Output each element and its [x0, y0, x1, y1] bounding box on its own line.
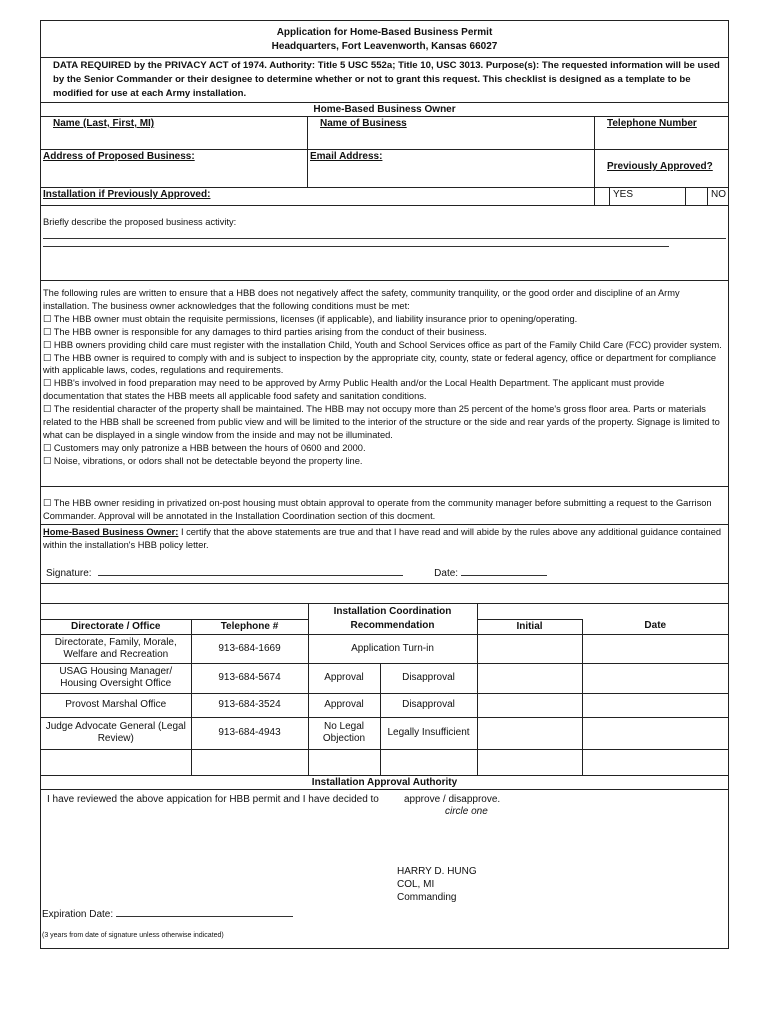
rules-section	[41, 281, 728, 487]
date-cell[interactable]	[582, 693, 728, 717]
rule-item: ☐ HBB owners providing child care must register with the installation Child, Youth and School Services office as part of the Family Child Care (FCC) provider system.	[43, 339, 722, 350]
phone-cell: 913-684-4943	[191, 717, 308, 749]
recommendation-header: Recommendation	[308, 619, 477, 634]
activity-line-2[interactable]	[43, 239, 669, 247]
disapproval-option[interactable]: Disapproval	[380, 663, 477, 693]
no-checkbox[interactable]	[686, 188, 708, 205]
office-cell: USAG Housing Manager/ Housing Oversight Office	[41, 663, 191, 693]
signature-line	[43, 566, 726, 581]
circle-one-note: circle one	[445, 805, 488, 817]
phone-cell: 913-684-3524	[191, 693, 308, 717]
rules-list	[43, 313, 726, 468]
certification-label: Home-Based Business Owner:	[43, 527, 179, 537]
expiration-footnote: (3 years from date of signature unless otherwise indicated)	[42, 931, 224, 939]
date-cell[interactable]	[582, 634, 728, 663]
yes-label: YES	[613, 189, 634, 200]
name-label: Name (Last, First, MI)	[53, 118, 155, 129]
initial-cell[interactable]	[477, 717, 582, 749]
approval-option[interactable]: Approval	[308, 663, 380, 693]
rule-item: ☐ The HBB owner is responsible for any damages to third parties arising from the conduct of their business.	[43, 326, 487, 337]
address-label: Address of Proposed Business:	[43, 151, 195, 162]
previously-approved-cell	[595, 150, 728, 187]
initial-cell[interactable]	[477, 663, 582, 693]
expiration-date-field[interactable]	[116, 907, 293, 917]
email-label: Email Address:	[310, 151, 383, 162]
previously-approved-label: Previously Approved?	[607, 161, 713, 172]
coordination-header-row	[41, 619, 728, 634]
expiration-label: Expiration Date:	[42, 908, 114, 920]
coordination-row	[41, 634, 728, 663]
activity-section	[41, 206, 728, 281]
no-label: NO	[711, 189, 726, 200]
certification-statement	[43, 526, 726, 552]
owner-row-3	[41, 188, 728, 206]
rule-item: ☐ The residential character of the property shall be maintained. The HBB may not occupy more than 25 percent of the home's gross floor area. Parts or materials related to the HBB shall be screened from public view and will be limited to the interior of the structure or the side and rear yards of the property. Signage is limited to what can be displayed in a single window from the inside and may not be illuminated.	[43, 404, 720, 440]
approve-disapprove-choice[interactable]: approve / disapprove.	[404, 793, 501, 805]
initial-cell[interactable]	[477, 693, 582, 717]
approval-section-title: Installation Approval Authority	[41, 776, 728, 790]
owner-row-2	[41, 150, 728, 188]
disapproval-option[interactable]: Disapproval	[380, 693, 477, 717]
rule-item: ☐ HBB's involved in food preparation may need to be approved by Army Public Health and/or the Local Health Department. The applicant must provide documentation that states the HBB meets all applicable food safety and sanitation conditions.	[43, 378, 665, 402]
yes-checkbox[interactable]	[595, 188, 610, 205]
owner-row-1	[41, 117, 728, 150]
office-cell: Judge Advocate General (Legal Review)	[41, 717, 191, 749]
coordination-table	[41, 604, 728, 776]
insufficient-option[interactable]: Legally Insufficient	[380, 717, 477, 749]
no-objection-option[interactable]: No Legal Objection	[308, 717, 380, 749]
installation-field[interactable]	[41, 188, 595, 205]
recommendation-cell: Application Turn-in	[308, 634, 477, 663]
email-field[interactable]	[308, 150, 595, 187]
rule-item: ☐ The HBB owner must obtain the requisite permissions, licenses (if applicable), and liability insurance prior to opening/operating.	[43, 313, 578, 324]
activity-label: Briefly describe the proposed business activity:	[43, 217, 237, 227]
signer-rank: COL, MI	[397, 878, 435, 890]
signature-label: Signature:	[46, 567, 92, 579]
initial-cell[interactable]	[477, 634, 582, 663]
certification-text: I certify that the above statements are true and that I have read and will abide by the rules above any additional guidance contained within the installation's HBB policy letter.	[43, 527, 722, 550]
business-name-field[interactable]	[308, 117, 595, 149]
signature-field[interactable]	[98, 566, 403, 576]
office-cell: Provost Marshal Office	[41, 693, 191, 717]
yes-option	[610, 188, 686, 205]
form-subtitle: Headquarters, Fort Leavenworth, Kansas 66027	[271, 41, 498, 52]
date-cell[interactable]	[582, 663, 728, 693]
initial-header: Initial	[477, 619, 582, 634]
telephone-label: Telephone Number	[607, 118, 697, 129]
signer-name: HARRY D. HUNG	[397, 865, 477, 877]
business-name-label: Name of Business	[320, 118, 407, 129]
date-header: Date	[582, 619, 728, 634]
signer-title: Commanding	[397, 891, 457, 903]
date-cell[interactable]	[582, 717, 728, 749]
signature-block	[397, 865, 477, 904]
expiration-line	[42, 907, 293, 920]
certification-date-field[interactable]	[461, 566, 547, 576]
owner-section-title: Home-Based Business Owner	[41, 103, 728, 117]
date-label: Date:	[434, 567, 459, 579]
phone-cell: 913-684-1669	[191, 634, 308, 663]
form-header	[41, 21, 728, 58]
directorate-header: Directorate / Office	[41, 619, 191, 634]
phone-cell: 913-684-5674	[191, 663, 308, 693]
rules-intro: The following rules are written to ensure that a HBB does not negatively affect the safety, community tranquility, or the good order and discipline of an Army installation. The business owner acknowledges that the following conditions must be met:	[43, 288, 680, 311]
privacy-act-statement: DATA REQUIRED by the PRIVACY ACT of 1974. Authority: Title 5 USC 552a; Title 10, USC 3013. Purpose(s): The requested information will be used by the Senior Commander or their designee to determine whether or not to grant this request. This checklist is designed as a template to be modified for use at each Army installation.	[41, 58, 728, 103]
coordination-row-blank	[41, 749, 728, 775]
coordination-row	[41, 693, 728, 717]
office-cell: Directorate, Family, Morale, Welfare and Recreation	[41, 634, 191, 663]
form-title: Application for Home-Based Business Permit	[276, 27, 493, 38]
coordination-title-row	[41, 604, 728, 619]
approval-section	[41, 790, 728, 948]
activity-line-1[interactable]	[43, 231, 726, 239]
hbb-permit-form	[40, 20, 729, 949]
no-option	[708, 188, 728, 205]
rule-item: ☐ Customers may only patronize a HBB between the hours of 0600 and 2000.	[43, 442, 366, 453]
telephone-header: Telephone #	[191, 619, 308, 634]
certification-section	[41, 525, 728, 584]
privatized-housing-note: ☐ The HBB owner residing in privatized on-post housing must obtain approval to operate from the community manager before submitting a request to the Garrison Commander. Approval will be annotated in the Installation Coordination section of this docment.	[41, 487, 728, 525]
coordination-row	[41, 663, 728, 693]
rule-item: ☐ Noise, vibrations, or odors shall not be detectable beyond the property line.	[43, 455, 363, 466]
spacer-row	[41, 584, 728, 604]
approval-option[interactable]: Approval	[308, 693, 380, 717]
approval-statement: I have reviewed the above appication for HBB permit and I have decided to	[47, 793, 379, 805]
telephone-field[interactable]	[595, 117, 728, 149]
address-field[interactable]	[41, 150, 308, 187]
rule-item: ☐ The HBB owner is required to comply with and is subject to inspection by the appropriate city, county, state or federal agency, office or department for compliance with applicable laws, codes, regulations and requirements.	[43, 352, 717, 376]
installation-label: Installation if Previously Approved:	[43, 189, 211, 200]
coordination-title: Installation Coordination	[308, 604, 477, 619]
coordination-row	[41, 717, 728, 749]
name-field[interactable]	[41, 117, 308, 149]
